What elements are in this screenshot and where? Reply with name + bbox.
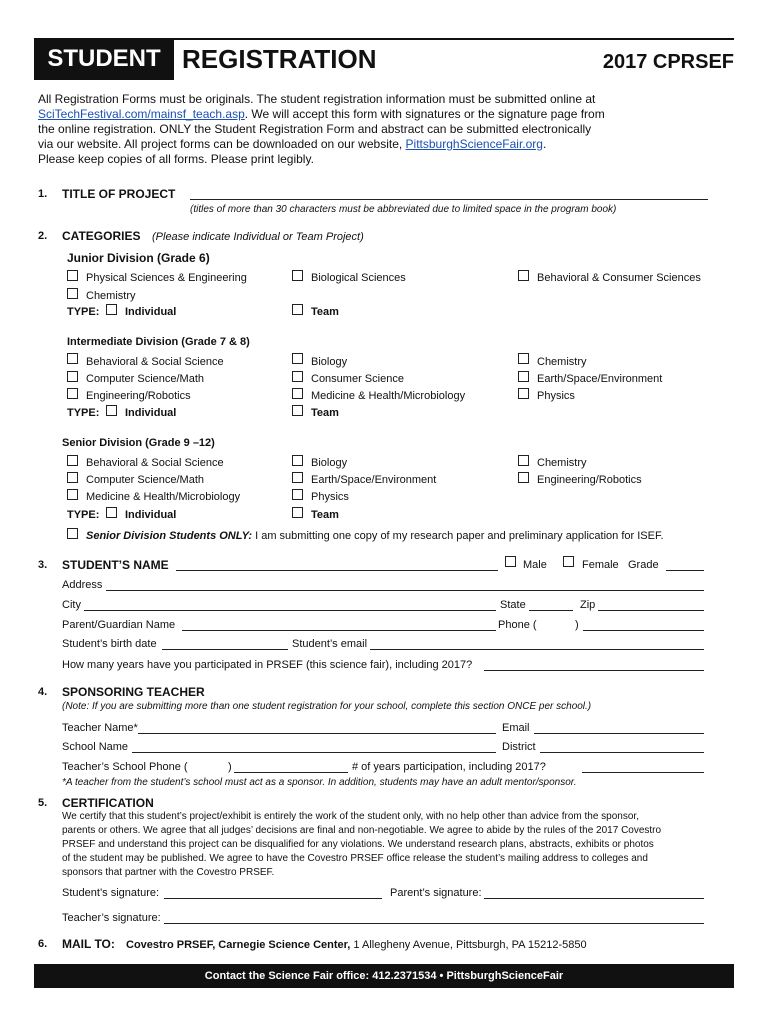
- section-5-number: 5.: [38, 797, 48, 809]
- state-label: State: [500, 599, 526, 611]
- female-label: Female: [582, 559, 619, 571]
- male-label: Male: [523, 559, 547, 571]
- int-computer-label: Computer Science/Math: [86, 373, 204, 385]
- int-medicine-checkbox[interactable]: [292, 388, 303, 399]
- header-event: 2017 CPRSEF: [602, 51, 734, 73]
- junior-type-label: TYPE:: [67, 306, 100, 318]
- section-2-title: CATEGORIES: [62, 229, 141, 243]
- int-chemistry-label: Chemistry: [537, 356, 587, 368]
- int-biology-label: Biology: [311, 356, 348, 368]
- int-engineering-label: Engineering/Robotics: [86, 390, 191, 402]
- int-type-label: TYPE:: [67, 407, 100, 419]
- isef-statement: Senior Division Students ONLY: I am submitting one copy of my research paper and preliminary application for ISEF.: [86, 530, 664, 542]
- int-chemistry-checkbox[interactable]: [518, 353, 529, 364]
- intermediate-heading: Intermediate Division (Grade 7 & 8): [67, 336, 250, 348]
- junior-behavioral-label: Behavioral & Consumer Sciences: [537, 272, 701, 284]
- parent-field[interactable]: [182, 630, 496, 631]
- phone-field[interactable]: [583, 630, 704, 631]
- grade-field[interactable]: [666, 570, 704, 571]
- birth-field[interactable]: [162, 649, 288, 650]
- website-link[interactable]: PittsburghScienceFair.org: [405, 137, 543, 151]
- email-label: Student’s email: [292, 638, 368, 650]
- section-3-title: STUDENT’S NAME: [62, 558, 169, 572]
- section-1-note: (titles of more than 30 characters must be abbreviated due to limited space in the program book): [190, 204, 617, 215]
- footer-contact: Contact the Science Fair office: 412.2371534 • PittsburghScienceFair: [204, 970, 564, 982]
- int-biology-checkbox[interactable]: [292, 353, 303, 364]
- junior-team-checkbox[interactable]: [292, 304, 303, 315]
- sen-type-label: TYPE:: [67, 509, 100, 521]
- section-1-title: TITLE OF PROJECT: [62, 187, 176, 201]
- section-1-number: 1.: [38, 188, 48, 200]
- sen-engineering-label: Engineering/Robotics: [537, 474, 642, 486]
- section-5-title: CERTIFICATION: [62, 796, 154, 810]
- sen-medicine-label: Medicine & Health/Microbiology: [86, 491, 241, 503]
- teacher-sig-field[interactable]: [164, 923, 704, 924]
- male-checkbox[interactable]: [505, 556, 516, 567]
- intro-line-2: SciTechFestival.com/mainsf_teach.asp. We will accept this form with signatures or the signature page from: [38, 107, 605, 121]
- years-label: How many years have you participated in PRSEF (this science fair), including 2017?: [62, 659, 473, 671]
- int-computer-checkbox[interactable]: [67, 371, 78, 382]
- sen-earth-checkbox[interactable]: [292, 472, 303, 483]
- section-4-note: (Note: If you are submitting more than one student registration for your school, complete this section ONCE per school.): [62, 701, 592, 712]
- parent-label: Parent/Guardian Name: [62, 619, 176, 631]
- teacher-label: Teacher Name*: [62, 722, 138, 734]
- address-field[interactable]: [106, 590, 704, 591]
- cert-line: We certify that this student’s project/exhibit is entirely the work of the student only, with no help other than advice from the sponsor,: [62, 811, 639, 822]
- sen-biology-label: Biology: [311, 457, 348, 469]
- junior-team-label: Team: [311, 306, 339, 318]
- junior-physical-checkbox[interactable]: [67, 270, 78, 281]
- parent-sig-label: Parent’s signature:: [390, 887, 482, 899]
- teacher-phone-field[interactable]: [234, 772, 348, 773]
- int-consumer-label: Consumer Science: [311, 373, 404, 385]
- sen-physics-checkbox[interactable]: [292, 489, 303, 500]
- int-behavioral-checkbox[interactable]: [67, 353, 78, 364]
- city-label: City: [62, 599, 81, 611]
- junior-chemistry-label: Chemistry: [86, 290, 136, 302]
- intro-paragraph: [38, 92, 605, 167]
- junior-chemistry-checkbox[interactable]: [67, 288, 78, 299]
- phone-label: Phone (: [498, 619, 537, 631]
- female-checkbox[interactable]: [563, 556, 574, 567]
- section-6-number: 6.: [38, 938, 48, 950]
- cert-line: sponsors that partner with the Covestro PRSEF.: [62, 867, 275, 878]
- grade-label: Grade: [628, 559, 659, 571]
- sen-medicine-checkbox[interactable]: [67, 489, 78, 500]
- header-registration: REGISTRATION: [182, 44, 377, 74]
- mail-address: Covestro PRSEF, Carnegie Science Center, 1 Allegheny Avenue, Pittsburgh, PA 15212-5850: [126, 939, 587, 951]
- sen-individual-checkbox[interactable]: [106, 507, 117, 518]
- int-engineering-checkbox[interactable]: [67, 388, 78, 399]
- header-student: STUDENT: [47, 45, 161, 72]
- sen-chemistry-checkbox[interactable]: [518, 455, 529, 466]
- sen-computer-label: Computer Science/Math: [86, 474, 204, 486]
- isef-checkbox[interactable]: [67, 528, 78, 539]
- sen-earth-label: Earth/Space/Environment: [311, 474, 437, 486]
- section-3-number: 3.: [38, 559, 48, 571]
- int-earth-checkbox[interactable]: [518, 371, 529, 382]
- student-sig-label: Student’s signature:: [62, 887, 160, 899]
- section-2-note: (Please indicate Individual or Team Project): [152, 231, 364, 243]
- zip-label: Zip: [580, 599, 596, 611]
- district-field[interactable]: [540, 752, 704, 753]
- zip-field[interactable]: [598, 610, 704, 611]
- scitech-link[interactable]: SciTechFestival.com/mainsf_teach.asp: [38, 107, 245, 121]
- email-field[interactable]: [370, 649, 704, 650]
- cert-line: of the student may be published. We agree to have the Covestro PRSEF office release the student’s mailing address to colleges and: [62, 853, 648, 864]
- section-4-title: SPONSORING TEACHER: [62, 685, 205, 699]
- teacher-email-field[interactable]: [534, 733, 704, 734]
- int-team-checkbox[interactable]: [292, 405, 303, 416]
- sen-physics-label: Physics: [311, 491, 349, 503]
- sen-behavioral-label: Behavioral & Social Science: [86, 457, 224, 469]
- sen-team-label: Team: [311, 509, 339, 521]
- intro-line-5: Please keep copies of all forms. Please print legibly.: [38, 152, 314, 166]
- int-team-label: Team: [311, 407, 339, 419]
- teacher-footnote: *A teacher from the student’s school must act as a sponsor. In addition, students may have an adult mentor/sponsor.: [62, 777, 577, 788]
- certification-text: [62, 810, 661, 880]
- junior-physical-label: Physical Sciences & Engineering: [86, 272, 247, 284]
- int-consumer-checkbox[interactable]: [292, 371, 303, 382]
- address-label: Address: [62, 579, 103, 591]
- sen-individual-label: Individual: [125, 509, 177, 521]
- state-field[interactable]: [529, 610, 573, 611]
- cert-line: parents or others. We agree that all judges’ decisions are final and non-negotiable. We agree to abide by the rules of the 2017 Covestro: [62, 825, 662, 836]
- teacher-years-field[interactable]: [582, 772, 704, 773]
- sen-computer-checkbox[interactable]: [67, 472, 78, 483]
- section-2-number: 2.: [38, 230, 48, 242]
- int-earth-label: Earth/Space/Environment: [537, 373, 663, 385]
- school-field[interactable]: [132, 752, 496, 753]
- sen-engineering-checkbox[interactable]: [518, 472, 529, 483]
- project-title-field[interactable]: [190, 199, 708, 200]
- intro-line-3: the online registration. ONLY the Student Registration Form and abstract can be submitted electronically: [38, 122, 592, 136]
- city-field[interactable]: [84, 610, 496, 611]
- student-sig-field[interactable]: [164, 898, 382, 899]
- teacher-years-label: # of years participation, including 2017?: [352, 761, 546, 773]
- intro-line-4: via our website. All project forms can be downloaded on our website, PittsburghScienceFair.org.: [38, 137, 547, 151]
- teacher-field[interactable]: [138, 733, 496, 734]
- teacher-email-label: Email: [502, 722, 530, 734]
- junior-individual-checkbox[interactable]: [106, 304, 117, 315]
- teacher-phone-close: ): [228, 761, 232, 773]
- sen-team-checkbox[interactable]: [292, 507, 303, 518]
- junior-individual-label: Individual: [125, 306, 177, 318]
- years-field[interactable]: [484, 670, 704, 671]
- junior-biological-label: Biological Sciences: [311, 272, 406, 284]
- parent-sig-field[interactable]: [484, 898, 704, 899]
- phone-close: ): [575, 619, 579, 631]
- teacher-phone-label: Teacher’s School Phone (: [62, 761, 188, 773]
- junior-biological-checkbox[interactable]: [292, 270, 303, 281]
- sen-behavioral-checkbox[interactable]: [67, 455, 78, 466]
- student-name-field[interactable]: [176, 570, 498, 571]
- sen-biology-checkbox[interactable]: [292, 455, 303, 466]
- district-label: District: [502, 741, 536, 753]
- int-medicine-label: Medicine & Health/Microbiology: [311, 390, 466, 402]
- birth-label: Student’s birth date: [62, 638, 157, 650]
- teacher-sig-label: Teacher’s signature:: [62, 912, 161, 924]
- cert-line: PRSEF and understand this project can be disqualified for any violations. We understand research plans, abstracts, exhibits or photos: [62, 839, 654, 850]
- int-physics-label: Physics: [537, 390, 575, 402]
- sen-chemistry-label: Chemistry: [537, 457, 587, 469]
- int-individual-label: Individual: [125, 407, 177, 419]
- int-physics-checkbox[interactable]: [518, 388, 529, 399]
- intro-line-1: All Registration Forms must be originals. The student registration information must be submitted online at: [38, 92, 596, 106]
- junior-behavioral-checkbox[interactable]: [518, 270, 529, 281]
- section-6-title: MAIL TO:: [62, 937, 115, 951]
- section-4-number: 4.: [38, 686, 48, 698]
- junior-heading: Junior Division (Grade 6): [67, 251, 210, 265]
- school-label: School Name: [62, 741, 129, 753]
- senior-heading: Senior Division (Grade 9 –12): [62, 437, 215, 449]
- int-behavioral-label: Behavioral & Social Science: [86, 356, 224, 368]
- int-individual-checkbox[interactable]: [106, 405, 117, 416]
